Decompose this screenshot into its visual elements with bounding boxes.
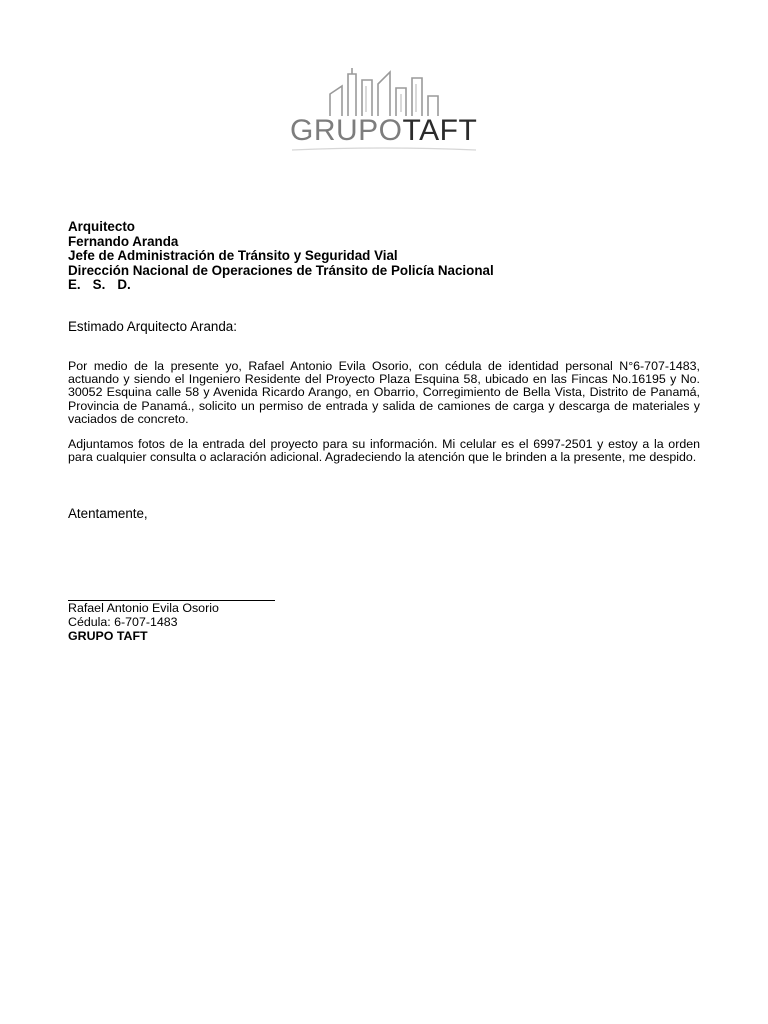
company-logo — [286, 66, 482, 158]
esd-e: E. — [68, 277, 81, 292]
signer-name: Rafael Antonio Evila Osorio — [68, 601, 219, 615]
closing: Atentamente, — [68, 506, 148, 521]
logo-word-grupo: GRUPO — [290, 114, 403, 147]
salutation: Estimado Arquitecto Aranda: — [68, 319, 237, 334]
body-paragraph-2: Adjuntamos fotos de la entrada del proyecto para su información. Mi celular es el 6997-2501 y estoy a la orden para cualquier consulta o aclaración adicional. Agradeciendo la atención que le brinden a la presente, me despido. — [68, 437, 700, 465]
esd-d: D. — [117, 277, 131, 292]
body-paragraph-1: Por medio de la presente yo, Rafael Antonio Evila Osorio, con cédula de identidad personal N°6-707-1483, actuando y siendo el Ingeniero Residente del Proyecto Plaza Esquina 58, ubicado en las Fincas No.16195 y No. 30052 Esquina calle 58 y Avenida Ricardo Arango, en Obarrio, Corregimiento de Bella Vista, Distrito de Panamá, Provincia de Panamá., solicito un permiso de entrada y salida de camiones de carga y descarga de materiales y vaciados de concreto. — [68, 359, 700, 426]
recipient-esd — [68, 278, 708, 293]
signature-block — [68, 602, 219, 643]
signer-id: Cédula: 6-707-1483 — [68, 614, 178, 629]
signer-company: GRUPO TAFT — [68, 628, 148, 643]
recipient-department: Dirección Nacional de Operaciones de Tránsito de Policía Nacional — [68, 262, 494, 278]
recipient-name: Fernando Aranda — [68, 233, 179, 249]
logo-wordmark — [290, 116, 477, 146]
esd-s: S. — [92, 277, 106, 292]
logo-word-taft: TAFT — [402, 114, 478, 147]
recipient-position: Jefe de Administración de Tránsito y Seguridad Vial — [68, 248, 398, 263]
recipient-block — [68, 220, 708, 293]
recipient-title: Arquitecto — [68, 219, 135, 234]
